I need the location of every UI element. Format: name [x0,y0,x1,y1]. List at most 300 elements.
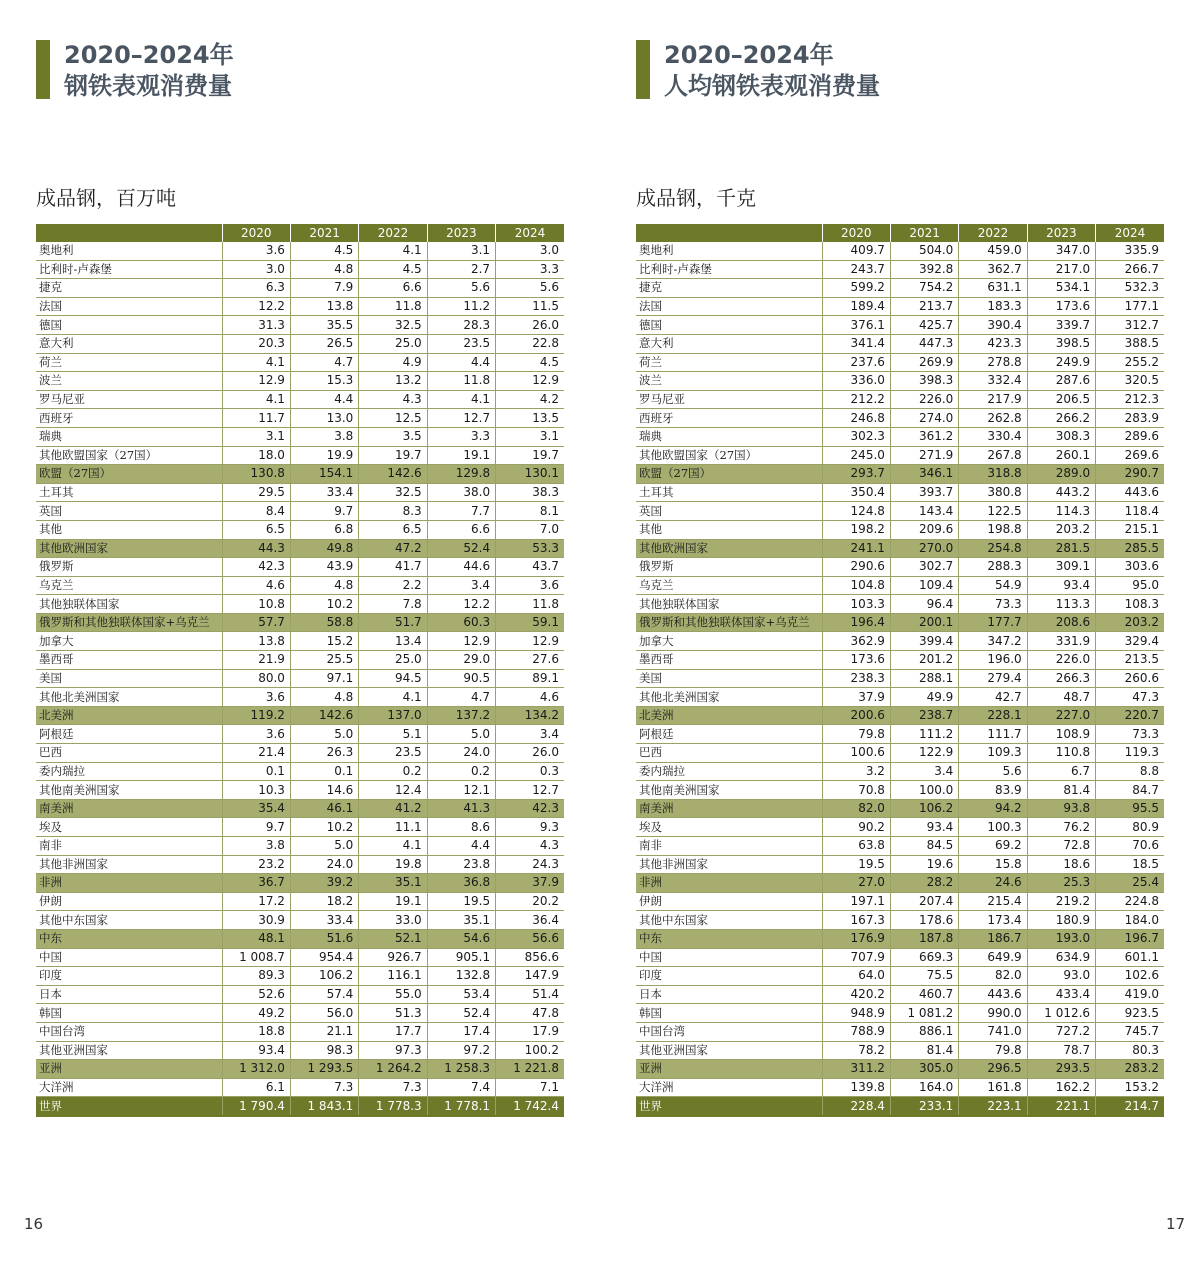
value-cell: 26.3 [290,744,358,763]
value-cell: 35.1 [427,911,495,930]
row-label: 日本 [636,985,822,1004]
value-cell: 287.6 [1027,372,1095,391]
value-cell: 3.4 [496,725,564,744]
value-cell: 130.1 [496,465,564,484]
value-cell: 12.7 [427,409,495,428]
row-label: 乌克兰 [36,576,222,595]
table-row [636,260,1164,279]
value-cell: 3.3 [427,427,495,446]
value-cell: 196.4 [822,613,890,632]
value-cell: 228.1 [959,706,1027,725]
value-cell: 361.2 [890,427,958,446]
value-cell: 23.2 [222,855,290,874]
table-row [636,985,1164,1004]
table-row [36,911,564,930]
value-cell: 274.0 [890,409,958,428]
value-cell: 243.7 [822,260,890,279]
value-cell: 4.8 [290,688,358,707]
value-cell: 6.5 [359,520,427,539]
value-cell: 303.6 [1096,558,1164,577]
region-subtotal-row [636,1060,1164,1079]
left-table-subtitle: 成品钢，百万吨 [36,186,176,210]
table-row [636,1022,1164,1041]
value-cell: 15.3 [290,372,358,391]
value-cell: 207.4 [890,892,958,911]
value-cell: 331.9 [1027,632,1095,651]
value-cell: 153.2 [1096,1078,1164,1097]
row-label: 其他北美洲国家 [636,688,822,707]
value-cell: 4.5 [496,353,564,372]
row-label: 其他独联体国家 [636,595,822,614]
value-cell: 254.8 [959,539,1027,558]
value-cell: 266.7 [1096,260,1164,279]
value-cell: 17.7 [359,1022,427,1041]
value-cell: 228.4 [822,1097,890,1116]
value-cell: 288.1 [890,669,958,688]
value-cell: 213.5 [1096,651,1164,670]
value-cell: 460.7 [890,985,958,1004]
row-label: 其他非洲国家 [636,855,822,874]
value-cell: 409.7 [822,242,890,260]
value-cell: 102.6 [1096,967,1164,986]
row-label: 非洲 [36,874,222,893]
value-cell: 90.5 [427,669,495,688]
value-cell: 7.3 [290,1078,358,1097]
value-cell: 187.8 [890,929,958,948]
header-year: 2021 [290,224,358,242]
header-year: 2021 [890,224,958,242]
value-cell: 19.5 [427,892,495,911]
row-label: 其他南美洲国家 [36,781,222,800]
value-cell: 198.2 [822,520,890,539]
table-row [36,520,564,539]
value-cell: 5.6 [959,762,1027,781]
row-label: 俄罗斯和其他独联体国家+乌克兰 [36,613,222,632]
value-cell: 198.8 [959,520,1027,539]
row-label: 亚洲 [36,1060,222,1079]
value-cell: 290.6 [822,558,890,577]
table-row [36,483,564,502]
region-subtotal-row [636,465,1164,484]
value-cell: 208.6 [1027,613,1095,632]
value-cell: 631.1 [959,279,1027,298]
right-table-subtitle: 成品钢，千克 [636,186,756,210]
value-cell: 134.2 [496,706,564,725]
value-cell: 100.2 [496,1041,564,1060]
value-cell: 4.5 [359,260,427,279]
row-label: 其他 [36,520,222,539]
value-cell: 6.5 [222,520,290,539]
value-cell: 12.9 [496,632,564,651]
value-cell: 73.3 [1096,725,1164,744]
value-cell: 8.1 [496,502,564,521]
value-cell: 5.1 [359,725,427,744]
row-label: 英国 [636,502,822,521]
left-page-number: 16 [24,1215,44,1233]
value-cell: 1 312.0 [222,1060,290,1079]
value-cell: 11.8 [427,372,495,391]
value-cell: 13.5 [496,409,564,428]
table-row [36,632,564,651]
row-label: 其他 [636,520,822,539]
value-cell: 106.2 [890,799,958,818]
value-cell: 923.5 [1096,1004,1164,1023]
value-cell: 1 293.5 [290,1060,358,1079]
row-label: 其他中东国家 [36,911,222,930]
value-cell: 93.4 [222,1041,290,1060]
value-cell: 4.2 [496,390,564,409]
value-cell: 55.0 [359,985,427,1004]
table-row [36,967,564,986]
value-cell: 18.2 [290,892,358,911]
row-label: 捷克 [636,279,822,298]
value-cell: 1 081.2 [890,1004,958,1023]
value-cell: 214.7 [1096,1097,1164,1116]
value-cell: 42.3 [496,799,564,818]
value-cell: 109.3 [959,744,1027,763]
value-cell: 260.1 [1027,446,1095,465]
right-page-number: 17 [1166,1215,1186,1233]
row-label: 中东 [36,929,222,948]
table-row [636,1004,1164,1023]
value-cell: 262.8 [959,409,1027,428]
row-label: 罗马尼亚 [636,390,822,409]
row-label: 世界 [636,1097,822,1116]
row-label: 荷兰 [636,353,822,372]
header-year: 2022 [959,224,1027,242]
value-cell: 10.2 [290,595,358,614]
row-label: 中东 [636,929,822,948]
value-cell: 270.0 [890,539,958,558]
region-subtotal-row [636,539,1164,558]
value-cell: 224.8 [1096,892,1164,911]
value-cell: 245.0 [822,446,890,465]
table-row [636,688,1164,707]
value-cell: 443.2 [1027,483,1095,502]
value-cell: 311.2 [822,1060,890,1079]
row-label: 非洲 [636,874,822,893]
header-year: 2023 [427,224,495,242]
value-cell: 390.4 [959,316,1027,335]
value-cell: 926.7 [359,948,427,967]
table-row [36,260,564,279]
value-cell: 41.7 [359,558,427,577]
value-cell: 11.2 [427,297,495,316]
value-cell: 241.1 [822,539,890,558]
table-row [36,353,564,372]
value-cell: 601.1 [1096,948,1164,967]
value-cell: 94.5 [359,669,427,688]
value-cell: 249.9 [1027,353,1095,372]
value-cell: 44.6 [427,558,495,577]
value-cell: 32.5 [359,483,427,502]
table-header-row [636,224,1164,242]
row-label: 波兰 [636,372,822,391]
value-cell: 79.8 [959,1041,1027,1060]
value-cell: 38.0 [427,483,495,502]
value-cell: 669.3 [890,948,958,967]
value-cell: 420.2 [822,985,890,1004]
value-cell: 176.9 [822,929,890,948]
value-cell: 7.8 [359,595,427,614]
value-cell: 26.0 [496,744,564,763]
value-cell: 196.7 [1096,929,1164,948]
value-cell: 78.2 [822,1041,890,1060]
value-cell: 3.0 [222,260,290,279]
value-cell: 271.9 [890,446,958,465]
value-cell: 233.1 [890,1097,958,1116]
row-label: 南非 [636,837,822,856]
value-cell: 37.9 [822,688,890,707]
value-cell: 97.2 [427,1041,495,1060]
value-cell: 634.9 [1027,948,1095,967]
table-row [636,744,1164,763]
value-cell: 12.5 [359,409,427,428]
value-cell: 39.2 [290,874,358,893]
value-cell: 19.9 [290,446,358,465]
value-cell: 17.2 [222,892,290,911]
table-row [36,669,564,688]
value-cell: 56.6 [496,929,564,948]
value-cell: 255.2 [1096,353,1164,372]
value-cell: 290.7 [1096,465,1164,484]
value-cell: 3.1 [427,242,495,260]
value-cell: 142.6 [290,706,358,725]
table-row [36,688,564,707]
table-row [636,762,1164,781]
value-cell: 346.1 [890,465,958,484]
value-cell: 96.4 [890,595,958,614]
value-cell: 52.4 [427,1004,495,1023]
row-label: 其他欧洲国家 [36,539,222,558]
value-cell: 330.4 [959,427,1027,446]
row-label: 墨西哥 [636,651,822,670]
row-label: 罗马尼亚 [36,390,222,409]
value-cell: 81.4 [890,1041,958,1060]
table-row [36,242,564,260]
value-cell: 10.8 [222,595,290,614]
value-cell: 12.1 [427,781,495,800]
value-cell: 82.0 [822,799,890,818]
value-cell: 7.7 [427,502,495,521]
value-cell: 47.8 [496,1004,564,1023]
value-cell: 64.0 [822,967,890,986]
value-cell: 44.3 [222,539,290,558]
value-cell: 217.0 [1027,260,1095,279]
value-cell: 193.0 [1027,929,1095,948]
value-cell: 8.8 [1096,762,1164,781]
value-cell: 173.4 [959,911,1027,930]
value-cell: 8.4 [222,502,290,521]
value-cell: 3.6 [222,688,290,707]
value-cell: 79.8 [822,725,890,744]
value-cell: 0.2 [359,762,427,781]
value-cell: 727.2 [1027,1022,1095,1041]
value-cell: 53.3 [496,539,564,558]
table-row [636,334,1164,353]
table-row [636,353,1164,372]
value-cell: 443.6 [1096,483,1164,502]
value-cell: 29.5 [222,483,290,502]
value-cell: 93.4 [890,818,958,837]
value-cell: 347.0 [1027,242,1095,260]
value-cell: 18.5 [1096,855,1164,874]
value-cell: 49.8 [290,539,358,558]
value-cell: 24.3 [496,855,564,874]
value-cell: 38.3 [496,483,564,502]
row-label: 其他亚洲国家 [636,1041,822,1060]
row-label: 南美洲 [636,799,822,818]
value-cell: 335.9 [1096,242,1164,260]
right-page [636,0,1186,1261]
value-cell: 89.3 [222,967,290,986]
value-cell: 289.6 [1096,427,1164,446]
table-row [36,576,564,595]
row-label: 土耳其 [36,483,222,502]
row-label: 比利时-卢森堡 [36,260,222,279]
value-cell: 72.8 [1027,837,1095,856]
value-cell: 13.0 [290,409,358,428]
value-cell: 309.1 [1027,558,1095,577]
table-row [36,446,564,465]
value-cell: 905.1 [427,948,495,967]
value-cell: 80.9 [1096,818,1164,837]
value-cell: 47.3 [1096,688,1164,707]
row-label: 印度 [636,967,822,986]
row-label: 其他欧盟国家（27国） [36,446,222,465]
value-cell: 15.8 [959,855,1027,874]
table-row [636,372,1164,391]
value-cell: 318.8 [959,465,1027,484]
row-label: 美国 [636,669,822,688]
right-title-accent-bar [636,40,650,99]
value-cell: 599.2 [822,279,890,298]
value-cell: 532.3 [1096,279,1164,298]
row-label: 欧盟（27国） [636,465,822,484]
table-row [36,409,564,428]
value-cell: 35.5 [290,316,358,335]
header-year: 2024 [496,224,564,242]
value-cell: 95.0 [1096,576,1164,595]
left-title-line1: 2020–2024年 [64,41,234,69]
value-cell: 25.5 [290,651,358,670]
value-cell: 11.8 [359,297,427,316]
row-label: 韩国 [636,1004,822,1023]
table-row [36,818,564,837]
row-label: 德国 [36,316,222,335]
value-cell: 49.9 [890,688,958,707]
table-row [636,242,1164,260]
value-cell: 12.7 [496,781,564,800]
value-cell: 217.9 [959,390,1027,409]
value-cell: 362.7 [959,260,1027,279]
value-cell: 305.0 [890,1060,958,1079]
value-cell: 260.6 [1096,669,1164,688]
table-row [36,427,564,446]
value-cell: 3.6 [222,725,290,744]
value-cell: 124.8 [822,502,890,521]
row-label: 韩国 [36,1004,222,1023]
value-cell: 14.6 [290,781,358,800]
value-cell: 183.3 [959,297,1027,316]
row-label: 乌克兰 [636,576,822,595]
value-cell: 12.9 [427,632,495,651]
row-label: 俄罗斯和其他独联体国家+乌克兰 [636,613,822,632]
value-cell: 447.3 [890,334,958,353]
row-label: 印度 [36,967,222,986]
value-cell: 504.0 [890,242,958,260]
value-cell: 312.7 [1096,316,1164,335]
row-label: 伊朗 [36,892,222,911]
value-cell: 90.2 [822,818,890,837]
value-cell: 106.2 [290,967,358,986]
table-row [636,520,1164,539]
value-cell: 6.3 [222,279,290,298]
header-year: 2020 [822,224,890,242]
row-label: 瑞典 [36,427,222,446]
value-cell: 9.7 [290,502,358,521]
value-cell: 12.2 [427,595,495,614]
header-year: 2024 [1096,224,1164,242]
table-row [36,837,564,856]
value-cell: 17.4 [427,1022,495,1041]
table-row [636,818,1164,837]
value-cell: 43.9 [290,558,358,577]
value-cell: 19.8 [359,855,427,874]
value-cell: 4.4 [290,390,358,409]
header-year: 2020 [222,224,290,242]
value-cell: 25.3 [1027,874,1095,893]
row-label: 其他南美洲国家 [636,781,822,800]
value-cell: 8.3 [359,502,427,521]
value-cell: 226.0 [890,390,958,409]
value-cell: 392.8 [890,260,958,279]
value-cell: 7.1 [496,1078,564,1097]
value-cell: 0.1 [290,762,358,781]
row-label: 奥地利 [36,242,222,260]
value-cell: 4.1 [222,353,290,372]
region-subtotal-row [36,874,564,893]
value-cell: 4.7 [427,688,495,707]
row-label: 荷兰 [36,353,222,372]
value-cell: 26.0 [496,316,564,335]
table-row [36,502,564,521]
value-cell: 4.4 [427,837,495,856]
value-cell: 9.3 [496,818,564,837]
value-cell: 30.9 [222,911,290,930]
table-row [636,595,1164,614]
value-cell: 0.3 [496,762,564,781]
table-row [636,837,1164,856]
value-cell: 26.5 [290,334,358,353]
value-cell: 58.8 [290,613,358,632]
value-cell: 948.9 [822,1004,890,1023]
value-cell: 3.2 [822,762,890,781]
value-cell: 130.8 [222,465,290,484]
value-cell: 320.5 [1096,372,1164,391]
table-row [36,985,564,1004]
row-label: 北美洲 [636,706,822,725]
value-cell: 89.1 [496,669,564,688]
value-cell: 0.1 [222,762,290,781]
table-row [36,781,564,800]
table-row [636,1041,1164,1060]
value-cell: 122.9 [890,744,958,763]
value-cell: 4.9 [359,353,427,372]
value-cell: 57.4 [290,985,358,1004]
row-label: 其他欧洲国家 [636,539,822,558]
value-cell: 100.0 [890,781,958,800]
